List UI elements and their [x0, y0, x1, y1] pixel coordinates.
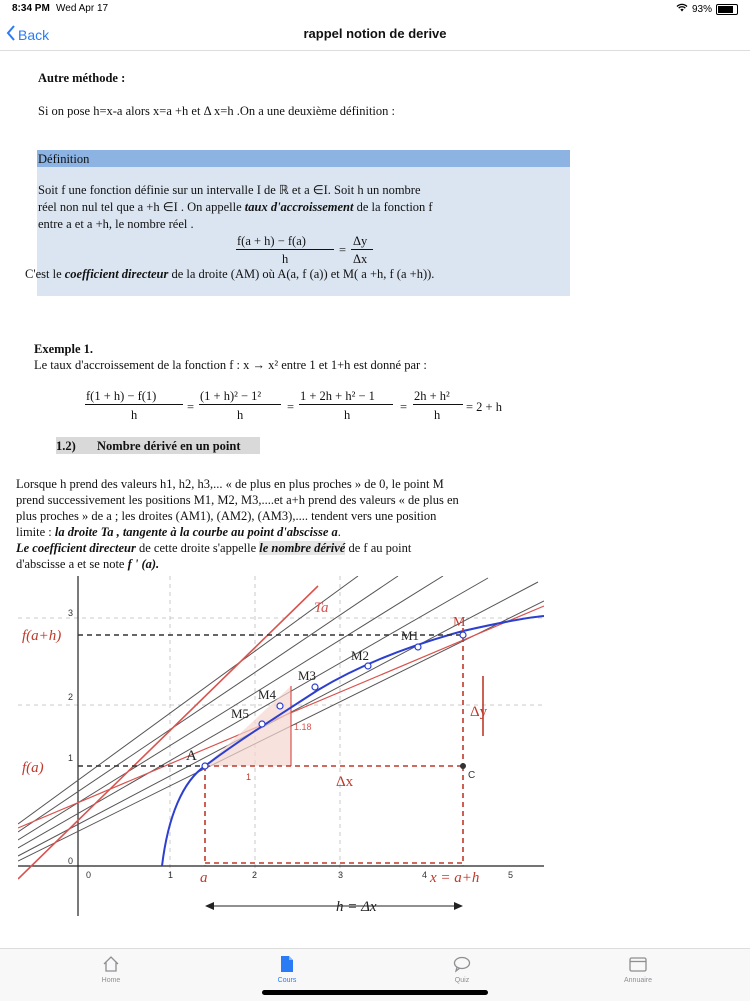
- svg-text:5: 5: [508, 870, 514, 880]
- svg-text:4: 4: [422, 870, 428, 880]
- ex-f1-num: f(1 + h) − f(1): [86, 389, 157, 403]
- wifi-icon: [676, 3, 688, 15]
- def-formula-rden: Δx: [353, 252, 368, 266]
- navigation-bar: [0, 18, 750, 51]
- status-time: 8:34 PM: [12, 3, 50, 14]
- battery-percent: 93%: [691, 3, 712, 15]
- definition-header: [37, 150, 570, 167]
- document-icon: [278, 955, 296, 973]
- ex-eq-2: =: [287, 400, 295, 414]
- svg-text:2: 2: [68, 692, 74, 702]
- label-slope: 1.18: [294, 722, 312, 732]
- label-h-eq: h = Δx: [336, 899, 377, 915]
- derivative-graph: [18, 576, 544, 944]
- exemple-title: Exemple 1.: [34, 342, 94, 356]
- exemple-line: Le taux d'accroissement de la fonction f : x → x² entre 1 et 1+h est donné par :: [34, 358, 427, 372]
- paragraph-line-6: d'abscisse a et se note f ' (a).: [16, 557, 160, 571]
- svg-text:3: 3: [338, 870, 344, 880]
- label-a-axis: a: [200, 870, 208, 886]
- definition-line-3: entre a et a +h, le nombre réel .: [38, 217, 194, 231]
- tab-annuaire[interactable]: [598, 955, 678, 984]
- svg-text:1: 1: [168, 870, 174, 880]
- point-c: [460, 763, 466, 769]
- label-m4: M4: [258, 687, 277, 702]
- page-title: rappel notion de derive: [303, 26, 447, 41]
- fraction-bar: [299, 404, 393, 405]
- ex-eq-3: =: [400, 400, 408, 414]
- ex-f2-num: (1 + h)² − 1²: [200, 389, 262, 403]
- ex-f4-num: 2h + h²: [414, 389, 450, 403]
- fraction-bar: [85, 404, 183, 405]
- label-m1: M1: [401, 628, 420, 643]
- label-fah: f(a+h): [22, 628, 62, 644]
- ex-f1-den: h: [131, 408, 138, 422]
- chat-bubble-icon: [453, 955, 471, 973]
- ex-result: = 2 + h: [466, 400, 502, 414]
- tab-label: Quiz: [454, 977, 470, 984]
- section-number: 1.2): [56, 439, 76, 453]
- definition-line-4: C'est le coefficient directeur de la droite (AM) où A(a, f (a)) et M( a +h, f (a +h)).: [25, 267, 435, 281]
- label-m5: M5: [231, 706, 250, 721]
- svg-text:1: 1: [68, 753, 74, 763]
- ex-f3-num: 1 + 2h + h² − 1: [300, 389, 375, 403]
- back-label: Back: [18, 26, 50, 43]
- def-formula-rnum: Δy: [353, 234, 368, 248]
- course-document[interactable]: [0, 50, 750, 948]
- svg-text:0: 0: [68, 856, 74, 866]
- definition-line-1: Soit f une fonction définie sur un intervalle I de ℝ et a ∈I. Soit h un nombre: [38, 183, 421, 197]
- status-bar: [0, 0, 750, 18]
- ex-f4-den: h: [434, 408, 441, 422]
- section-title: Nombre dérivé en un point: [97, 439, 241, 453]
- ex-eq-1: =: [187, 400, 195, 414]
- autre-methode-heading: Autre méthode :: [38, 71, 126, 85]
- label-m: M: [453, 615, 466, 630]
- fraction-bar: [413, 404, 463, 405]
- label-fa: f(a): [22, 760, 44, 776]
- fraction-bar: [351, 249, 373, 250]
- label-delta-y: Δy: [470, 704, 488, 720]
- pose-line: Si on pose h=x-a alors x=a +h et Δ x=h .On a une deuxième définition :: [38, 104, 396, 118]
- def-formula-eq: =: [339, 243, 347, 257]
- label-x-eq: x = a+h: [430, 870, 480, 886]
- ex-f3-den: h: [344, 408, 351, 422]
- svg-text:2: 2: [252, 870, 258, 880]
- def-formula-den: h: [282, 252, 289, 266]
- tab-label: Home: [101, 977, 121, 984]
- paragraph-line-4: limite : la droite Ta , tangente à la courbe au point d'abscisse a.: [16, 525, 341, 539]
- svg-text:3: 3: [68, 608, 74, 618]
- label-ta: Ta: [314, 600, 329, 616]
- paragraph-line-3: plus proches » de a ; les droites (AM1), (AM2), (AM3),.... tendent vers une position: [16, 509, 437, 523]
- definition-title: Définition: [38, 152, 90, 166]
- ex-f2-den: h: [237, 408, 244, 422]
- paragraph-line-5: Le coefficient directeur de cette droite s'appelle le nombre dérivé de f au point: [16, 541, 412, 555]
- fraction-bar: [236, 249, 334, 250]
- label-one: 1: [246, 772, 252, 782]
- battery-icon: [716, 4, 738, 15]
- tab-label: Cours: [277, 977, 297, 984]
- label-m2: M2: [351, 648, 370, 663]
- label-c: C: [468, 770, 476, 781]
- status-right: [676, 3, 738, 15]
- tab-quiz[interactable]: [422, 955, 502, 984]
- home-indicator: [262, 990, 488, 995]
- label-delta-x: Δx: [336, 774, 354, 790]
- folder-icon: [628, 955, 648, 973]
- fraction-bar: [199, 404, 281, 405]
- definition-line-2: réel non nul tel que a +h ∈I . On appelle taux d'accroissement de la fonction f: [38, 200, 433, 214]
- status-date: Wed Apr 17: [56, 3, 109, 14]
- svg-text:0: 0: [86, 870, 92, 880]
- label-m3: M3: [298, 668, 317, 683]
- tab-cours[interactable]: [247, 955, 327, 984]
- paragraph-line-1: Lorsque h prend des valeurs h1, h2, h3,... « de plus en plus proches » de 0, le point M: [16, 477, 444, 491]
- tab-home[interactable]: [71, 955, 151, 984]
- home-icon: [102, 955, 120, 973]
- label-a-point: A: [186, 748, 197, 764]
- paragraph-line-2: prend successivement les positions M1, M2, M3,....et a+h prend des valeurs « de plus en: [16, 493, 459, 507]
- tab-label: Annuaire: [623, 977, 653, 984]
- def-formula-num: f(a + h) − f(a): [237, 234, 306, 248]
- slope-triangle: [205, 686, 291, 766]
